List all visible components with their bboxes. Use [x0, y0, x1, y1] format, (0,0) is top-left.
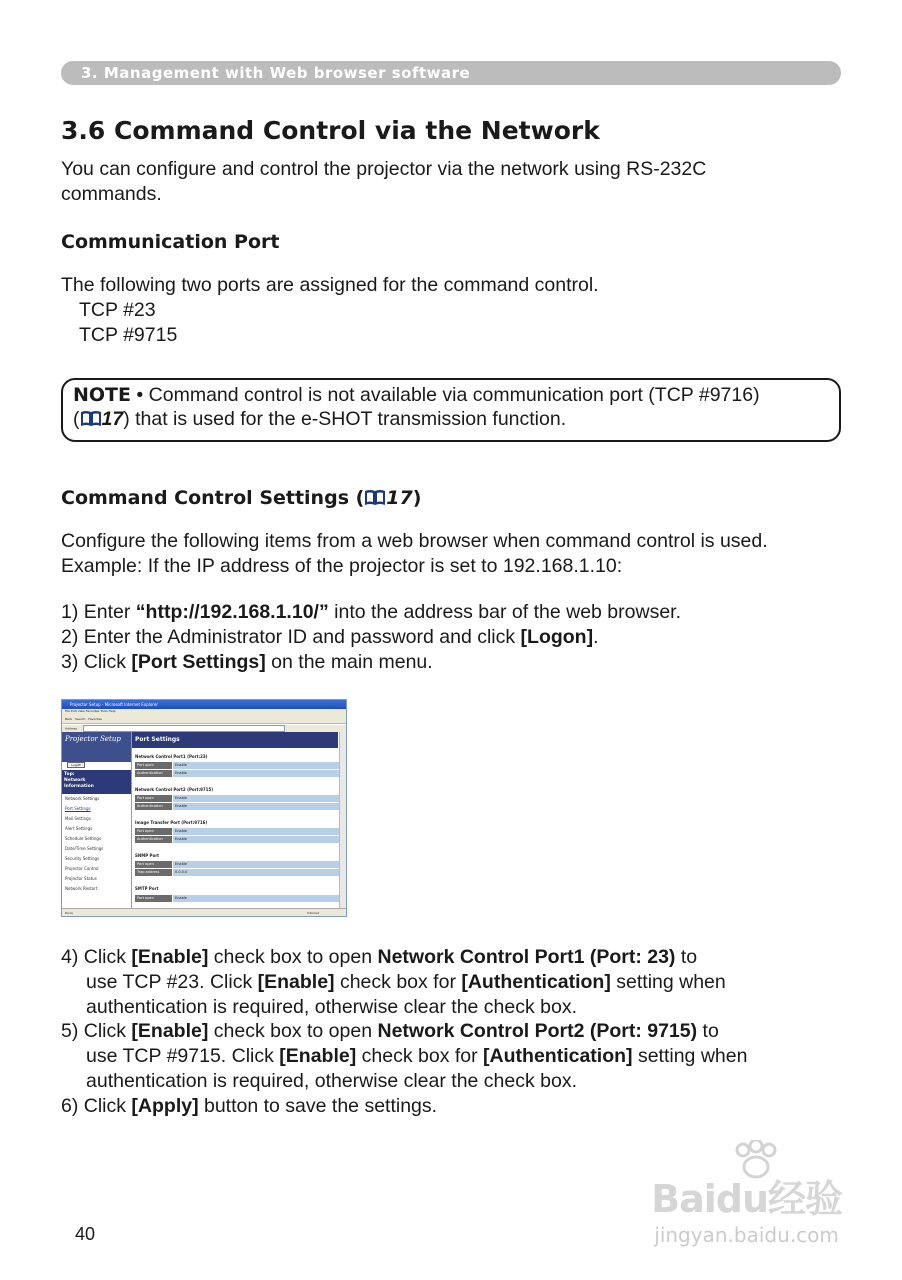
address-bar: [62, 725, 346, 732]
note-text: • Command control is not available via communication port (TCP #9716): [131, 384, 760, 406]
intro-line: You can configure and control the projector via the network using RS-232C: [61, 158, 707, 180]
section-title: Network Control Port2 (Port:9715): [135, 787, 214, 792]
comm-port-heading: Communication Port: [61, 231, 280, 253]
port-item: TCP #9715: [79, 324, 178, 346]
browser-toolbar: Back · Search · Favorites: [62, 714, 346, 724]
sidebar-item: Schedule Settings: [65, 836, 102, 841]
sidebar: [62, 732, 132, 908]
step-item: 2) Enter the Administrator ID and password and click [Logon].: [61, 626, 599, 648]
sidebar-item: Network Restart: [65, 886, 98, 891]
setting-row: Port open Enable: [135, 795, 341, 802]
step-item: 1) Enter “http://192.168.1.10/” into the address bar of the web browser.: [61, 601, 682, 623]
settings-heading-close: ): [412, 487, 422, 509]
page-ref: 17: [386, 487, 413, 509]
main-title: Port Settings: [132, 732, 338, 748]
page-ref: 17: [101, 408, 124, 430]
book-icon: [364, 488, 386, 511]
step-item-4: 4) Click [Enable] check box to open Network Control Port1 (Port: 23) to use TCP #23. Click [Enable] check box for [Authentication] setting when authentication is required, otherwise clear the check box.: [61, 946, 726, 1018]
section-title: SNMP Port: [135, 853, 160, 858]
scrollbar: [339, 732, 347, 908]
settings-heading: [61, 487, 421, 511]
setting-row: Port open Enable: [135, 895, 341, 902]
logoff-button: Logoff: [67, 762, 85, 768]
step-item: 3) Click [Port Settings] on the main menu.: [61, 651, 433, 673]
note-text-2: ) that is used for the e-SHOT transmission function.: [123, 408, 567, 430]
page-title: 3.6 Command Control via the Network: [61, 116, 600, 145]
address-input: [83, 725, 285, 732]
sidebar-item: Projector Control: [65, 866, 99, 871]
step-item-5: 5) Click [Enable] check box to open Network Control Port2 (Port: 9715) to use TCP #9715. Click [Enable] check box for [Authentication] setting when authentication is required, otherwise clear the check box.: [61, 1020, 748, 1092]
browser-screenshot: [61, 699, 347, 917]
sidebar-item: Alert Settings: [65, 826, 93, 831]
app-logo: Projector Setup: [62, 732, 131, 762]
note-line-2: [73, 407, 566, 434]
settings-paragraph: [61, 529, 768, 579]
setting-row: Authentication Enable: [135, 836, 341, 843]
intro-line: commands.: [61, 183, 162, 205]
intro-paragraph: [61, 157, 706, 207]
port-item: TCP #23: [79, 299, 156, 321]
watermark-url: jingyan.baidu.com: [654, 1223, 839, 1247]
section-title: SMTP Port: [135, 886, 159, 891]
sidebar-item: Mail Settings: [65, 816, 91, 821]
paw-icon: [731, 1140, 781, 1185]
setting-row: Trap address 0.0.0.0: [135, 869, 341, 876]
sidebar-item: Security Settings: [65, 856, 100, 861]
comm-port-text: The following two ports are assigned for the command control.: [61, 274, 599, 296]
note-line-1: [73, 383, 760, 408]
main-panel: [132, 732, 338, 908]
section-header-text: 3. Management with Web browser software: [81, 64, 471, 82]
section-header-bar: [61, 61, 841, 85]
sidebar-item: Date/Time Settings: [65, 846, 104, 851]
sidebar-item: Port Settings: [65, 806, 91, 811]
watermark-brand: Baidu经验: [651, 1177, 842, 1221]
settings-line: Configure the following items from a web browser when command control is used.: [61, 530, 768, 552]
browser-menubar: File Edit View Favorites Tools Help: [62, 709, 346, 714]
setting-row: Port open Enable: [135, 861, 341, 868]
step-item-6: 6) Click [Apply] button to save the settings.: [61, 1095, 438, 1117]
page-number: 40: [75, 1224, 96, 1244]
setting-row: Port open Enable: [135, 762, 341, 769]
sidebar-item: Projector Status: [65, 876, 97, 881]
settings-line: Example: If the IP address of the projector is set to 192.168.1.10:: [61, 555, 623, 577]
note-label: NOTE: [73, 384, 131, 406]
status-bar: Done Internet: [62, 908, 346, 916]
settings-heading-text: Command Control Settings (: [61, 487, 365, 509]
sidebar-item: Network Settings: [65, 796, 100, 801]
note-paren: (: [73, 408, 80, 430]
setting-row: Port open Enable: [135, 828, 341, 835]
watermark: [651, 1150, 842, 1247]
section-title: Network Control Port1 (Port:23): [135, 754, 208, 759]
address-label: Address: [65, 726, 77, 731]
sidebar-top-item: Top: Network Information: [62, 770, 131, 794]
steps-list-a: [61, 600, 681, 675]
book-icon: [80, 409, 102, 434]
setting-row: Authentication Enable: [135, 770, 341, 777]
window-title: Projector Setup - Microsoft Internet Explorer: [62, 700, 346, 709]
setting-row: Authentication Enable: [135, 803, 341, 810]
section-title: Image Transfer Port (Port:9716): [135, 820, 208, 825]
